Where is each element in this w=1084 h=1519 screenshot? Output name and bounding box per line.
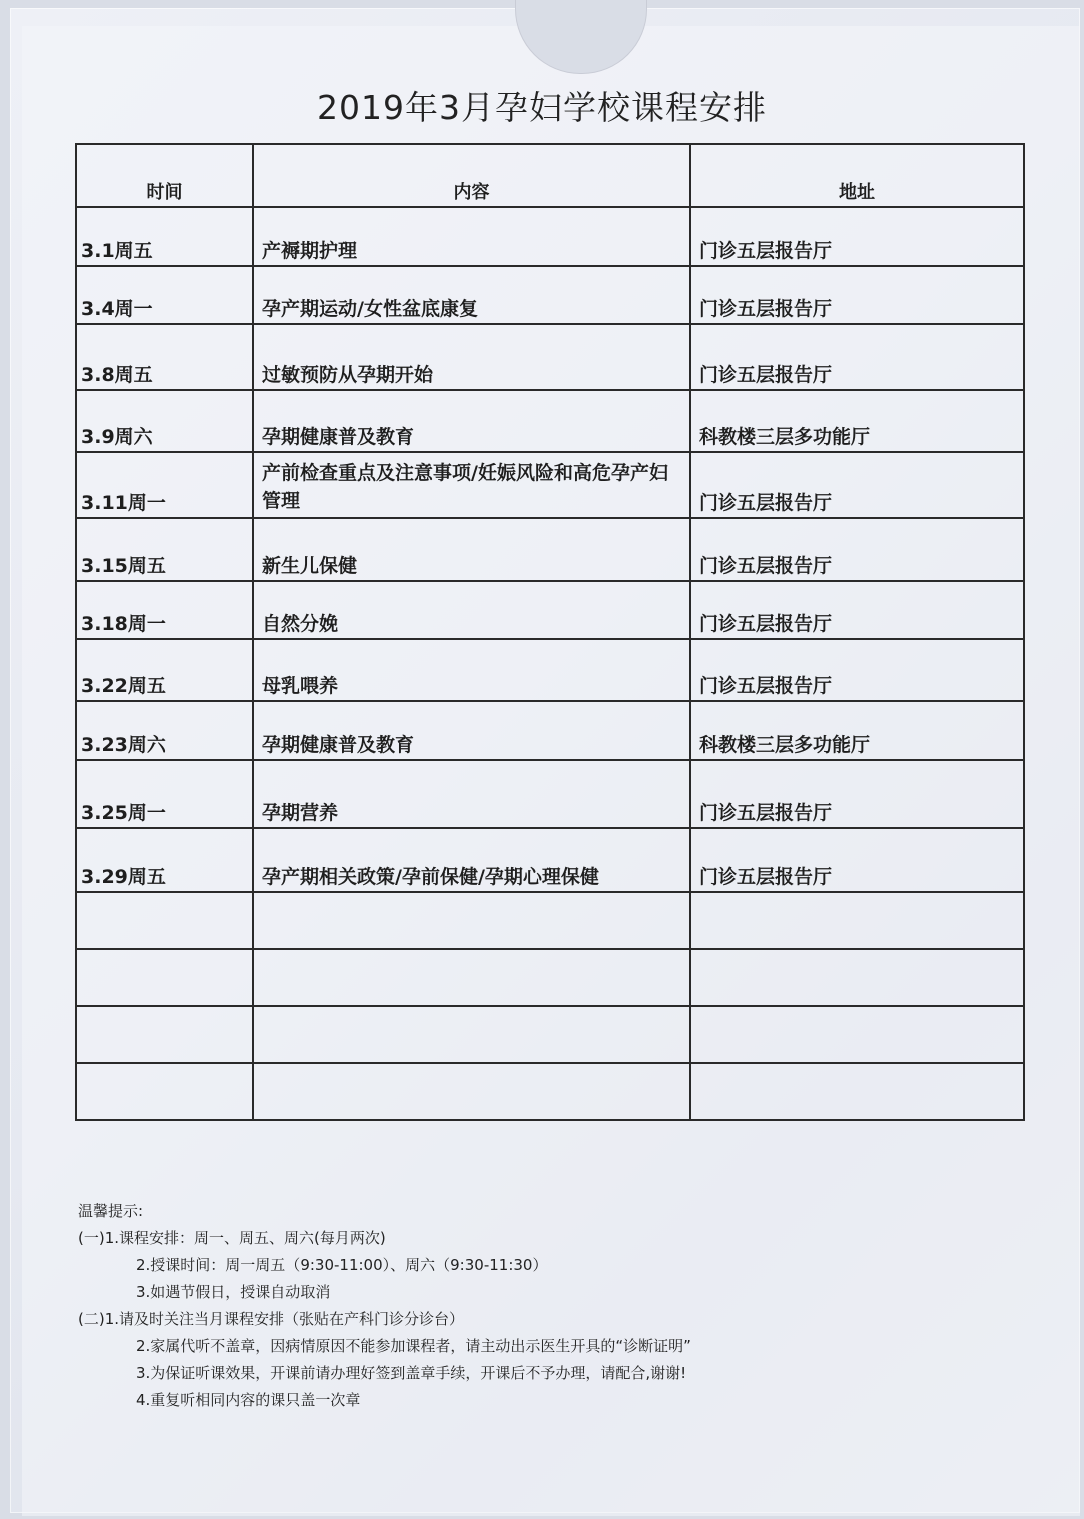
empty-row (76, 1006, 1024, 1063)
cell-time: 3.15周五 (76, 518, 253, 581)
empty-cell (76, 1006, 253, 1063)
notes-heading: 温馨提示: (78, 1202, 144, 1220)
empty-cell (253, 892, 690, 949)
table-row (76, 701, 1024, 760)
empty-cell (690, 949, 1024, 1006)
table-row (76, 452, 1024, 518)
cell-time: 3.11周一 (76, 452, 253, 518)
cell-address: 门诊五层报告厅 (690, 639, 1024, 701)
cell-address: 门诊五层报告厅 (690, 452, 1024, 518)
header-address: 地址 (690, 144, 1024, 207)
empty-row (76, 949, 1024, 1006)
page-title: 2019年3月孕妇学校课程安排 (317, 88, 767, 127)
table-row (76, 266, 1024, 324)
cell-content: 过敏预防从孕期开始 (253, 324, 690, 390)
table-header-row (76, 144, 1024, 207)
note-line: 2.家属代听不盖章，因病情原因不能参加课程者，请主动出示医生开具的“诊断证明” (136, 1337, 691, 1355)
schedule-table (75, 143, 1025, 1121)
empty-cell (690, 1006, 1024, 1063)
empty-cell (253, 1063, 690, 1120)
empty-cell (76, 892, 253, 949)
empty-cell (690, 892, 1024, 949)
empty-cell (253, 949, 690, 1006)
note-line: 2.授课时间：周一周五（9:30-11:00）、周六（9:30-11:30） (136, 1256, 548, 1274)
cell-address: 科教楼三层多功能厅 (690, 390, 1024, 452)
cell-content: 自然分娩 (253, 581, 690, 639)
cell-time: 3.8周五 (76, 324, 253, 390)
note-line: (二)1.请及时关注当月课程安排（张贴在产科门诊分诊台） (78, 1310, 465, 1328)
cell-address: 门诊五层报告厅 (690, 581, 1024, 639)
note-line: 3.为保证听课效果，开课前请办理好签到盖章手续，开课后不予办理，请配合,谢谢! (136, 1364, 687, 1382)
table-row (76, 207, 1024, 266)
empty-row (76, 1063, 1024, 1120)
table-row (76, 390, 1024, 452)
cell-content: 母乳喂养 (253, 639, 690, 701)
cell-content: 孕产期相关政策/孕前保健/孕期心理保健 (253, 828, 690, 892)
cell-content: 孕产期运动/女性盆底康复 (253, 266, 690, 324)
empty-row (76, 892, 1024, 949)
header-content: 内容 (253, 144, 690, 207)
cell-content: 孕期营养 (253, 760, 690, 828)
empty-cell (76, 949, 253, 1006)
cell-content: 新生儿保健 (253, 518, 690, 581)
cell-time: 3.4周一 (76, 266, 253, 324)
note-line: 3.如遇节假日，授课自动取消 (136, 1283, 331, 1301)
note-line: 4.重复听相同内容的课只盖一次章 (136, 1391, 361, 1409)
cell-time: 3.29周五 (76, 828, 253, 892)
cell-time: 3.22周五 (76, 639, 253, 701)
table-row (76, 760, 1024, 828)
empty-cell (690, 1063, 1024, 1120)
table-row (76, 518, 1024, 581)
empty-cell (76, 1063, 253, 1120)
cell-address: 门诊五层报告厅 (690, 518, 1024, 581)
cell-address: 门诊五层报告厅 (690, 324, 1024, 390)
cell-content: 孕期健康普及教育 (253, 701, 690, 760)
cell-address: 门诊五层报告厅 (690, 828, 1024, 892)
cell-address: 门诊五层报告厅 (690, 760, 1024, 828)
table-row (76, 581, 1024, 639)
cell-address: 门诊五层报告厅 (690, 207, 1024, 266)
table-row (76, 828, 1024, 892)
table-row (76, 639, 1024, 701)
note-line: (一)1.课程安排：周一、周五、周六(每月两次) (78, 1229, 386, 1247)
cell-time: 3.9周六 (76, 390, 253, 452)
cell-time: 3.23周六 (76, 701, 253, 760)
cell-time: 3.18周一 (76, 581, 253, 639)
cell-time: 3.1周五 (76, 207, 253, 266)
cell-address: 科教楼三层多功能厅 (690, 701, 1024, 760)
header-time: 时间 (76, 144, 253, 207)
cell-content: 孕期健康普及教育 (253, 390, 690, 452)
reminder-notes (78, 1198, 1018, 1414)
cell-address: 门诊五层报告厅 (690, 266, 1024, 324)
cell-time: 3.25周一 (76, 760, 253, 828)
empty-cell (253, 1006, 690, 1063)
table-row (76, 324, 1024, 390)
cell-content: 产褥期护理 (253, 207, 690, 266)
cell-content: 产前检查重点及注意事项/妊娠风险和高危孕产妇管理 (253, 452, 690, 518)
